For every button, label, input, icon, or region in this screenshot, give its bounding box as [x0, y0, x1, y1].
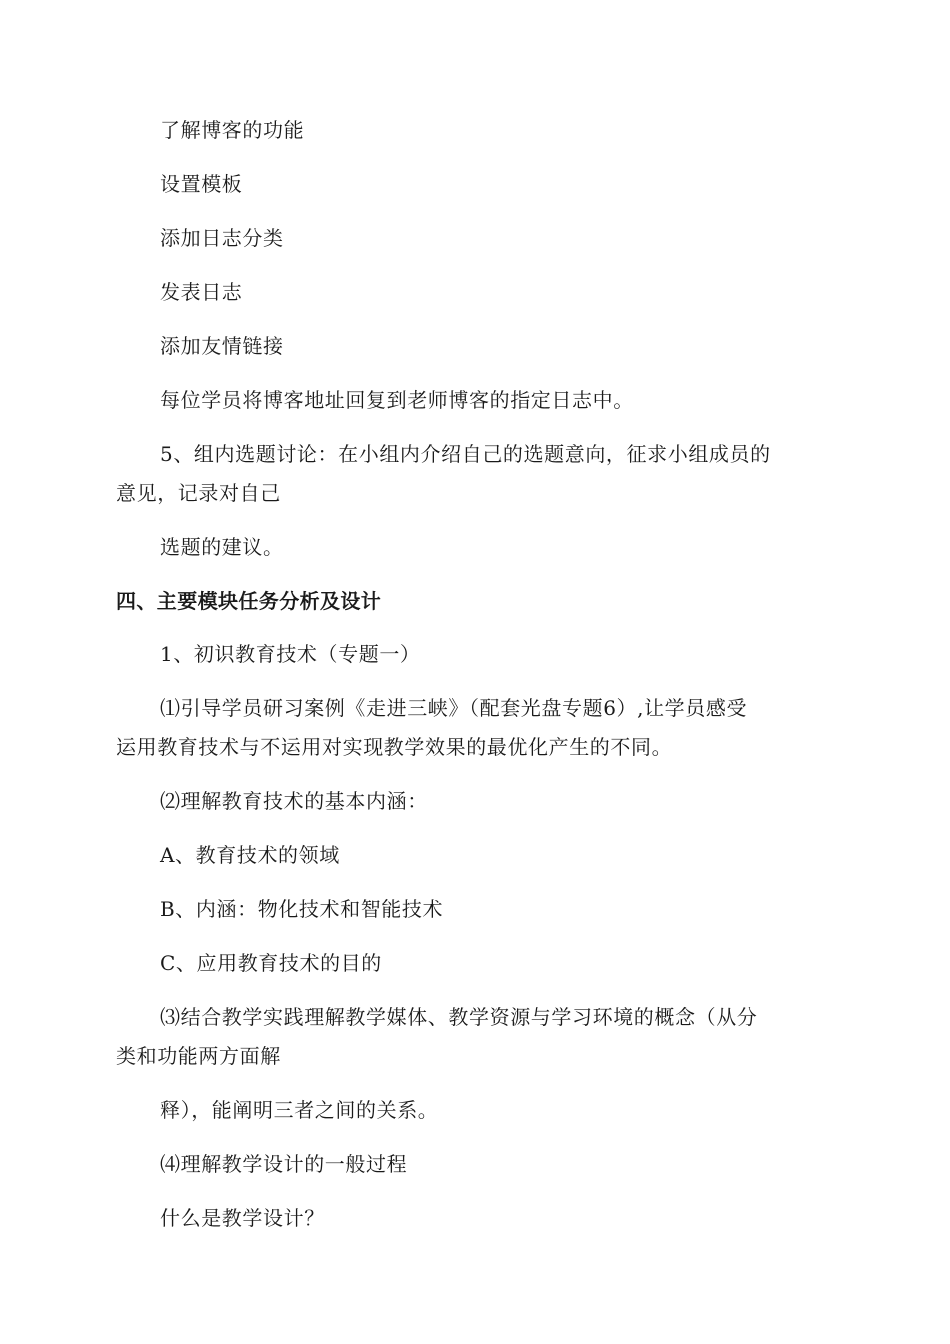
text-line: ⑵理解教育技术的基本内涵： — [160, 789, 428, 813]
text-line: 类和功能两方面解 — [116, 1044, 281, 1068]
text-line: 添加日志分类 — [160, 226, 284, 250]
text-line: 意见，记录对自己 — [116, 481, 281, 505]
text-line: A、教育技术的领域 — [160, 843, 340, 867]
text-line: 选题的建议。 — [160, 535, 284, 559]
text-line: 什么是教学设计？ — [160, 1206, 325, 1230]
text-line: 了解博客的功能 — [160, 118, 305, 142]
text-line: 添加友情链接 — [160, 334, 284, 358]
text-line: 运用教育技术与不运用对实现教学效果的最优化产生的不同。 — [116, 735, 673, 759]
text-line: 释），能阐明三者之间的关系。 — [160, 1098, 439, 1122]
text-line: ⑷理解教学设计的一般过程 — [160, 1152, 408, 1176]
text-line: 设置模板 — [160, 172, 243, 196]
text-line: 5、组内选题讨论：在小组内介绍自己的选题意向，征求小组成员的 — [160, 442, 771, 466]
text-line: 发表日志 — [160, 280, 243, 304]
text-line: ⑶结合教学实践理解教学媒体、教学资源与学习环境的概念（从分 — [160, 1005, 758, 1029]
text-line: B、内涵：物化技术和智能技术 — [160, 897, 444, 921]
subsection-heading: 1、初识教育技术（专题一） — [160, 642, 421, 666]
section-heading: 四、主要模块任务分析及设计 — [116, 589, 382, 613]
text-line: C、应用教育技术的目的 — [160, 951, 382, 975]
text-line: ⑴引导学员研习案例《走进三峡》（配套光盘专题6）,让学员感受 — [160, 696, 748, 720]
text-line: 每位学员将博客地址回复到老师博客的指定日志中。 — [160, 388, 634, 412]
